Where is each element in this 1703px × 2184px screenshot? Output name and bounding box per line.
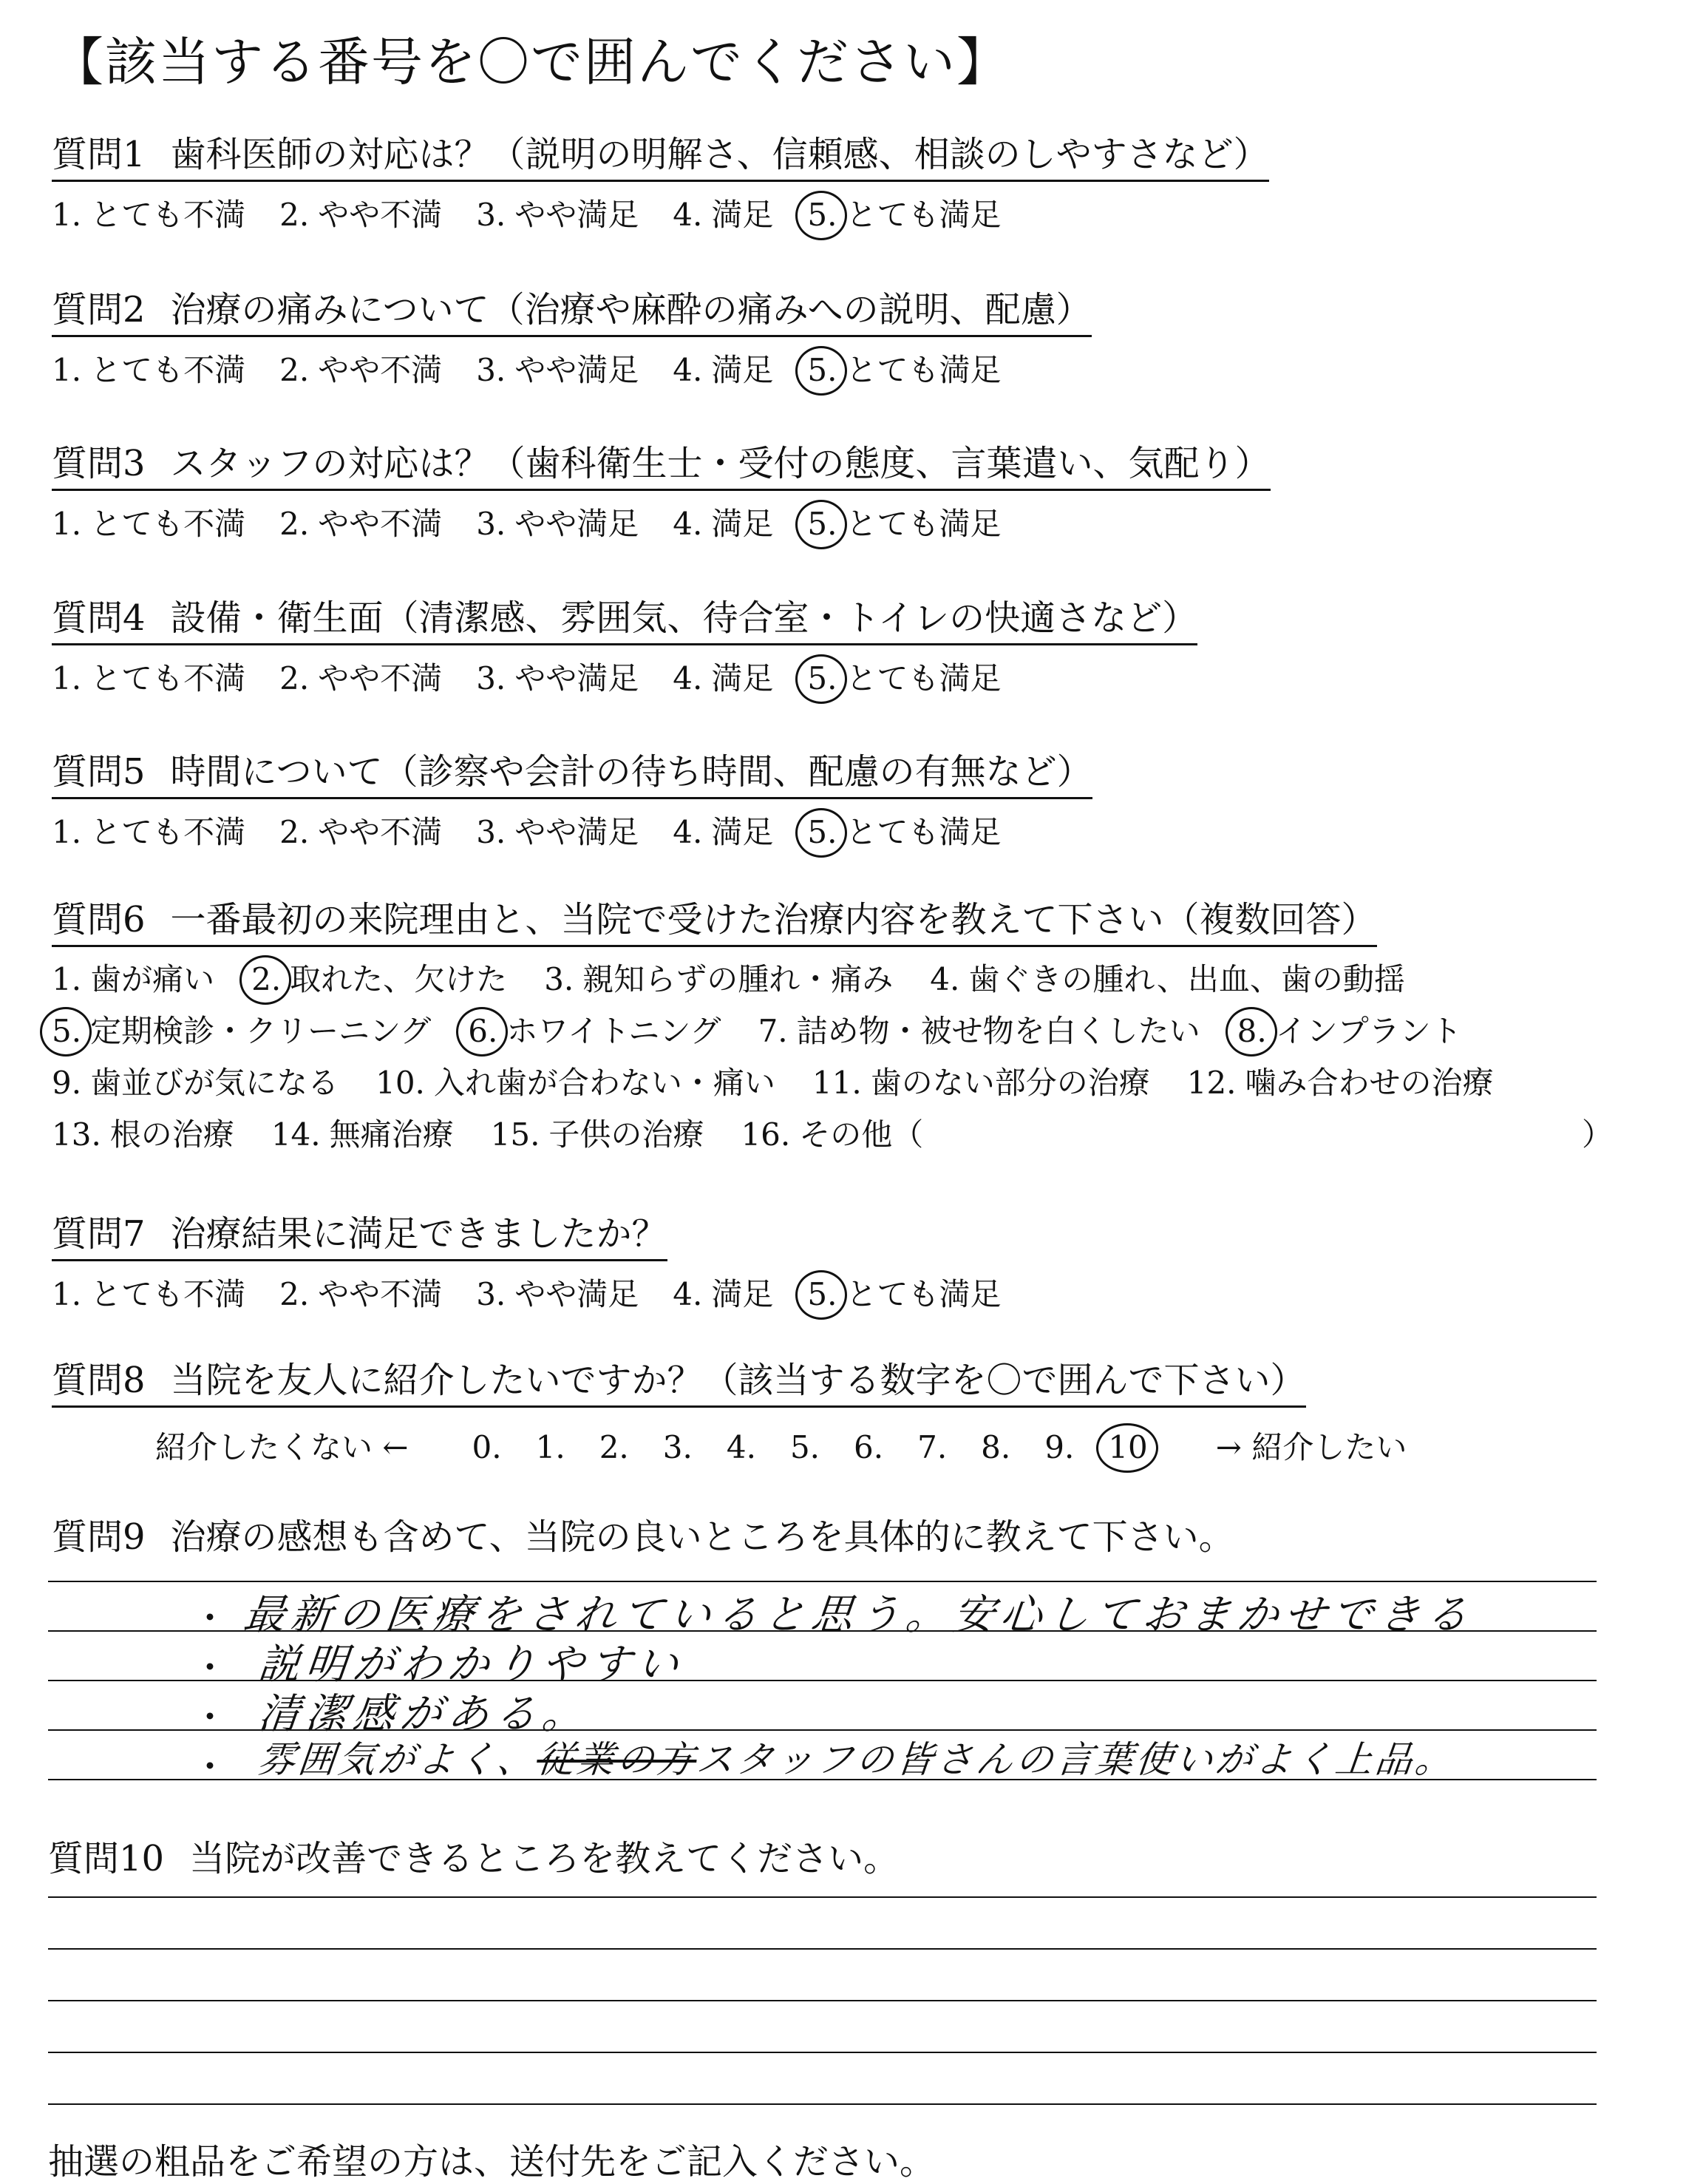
q6-option[interactable] [52,955,214,1000]
question-8-heading [52,1352,1306,1408]
scale-number[interactable]: 3. [662,1429,693,1465]
question-2-heading [52,281,1092,337]
option-label: 満足 [711,197,774,233]
rating-option[interactable] [279,191,442,235]
rating-option[interactable] [476,191,639,235]
rating-option[interactable] [673,1270,773,1315]
option-number: 2. [279,197,310,233]
scale-number[interactable]: 8. [981,1429,1011,1465]
rating-option[interactable] [279,346,442,390]
option-number: 12. [1186,1065,1237,1101]
option-number: 4. [673,197,703,233]
answer-line [48,2103,1597,2105]
q6-option-row [52,1059,1531,1103]
option-number: 5. [807,352,837,388]
option-label: インプラント [1275,1013,1462,1049]
handwritten-answer-3: 清潔感がある。 [256,1690,592,1738]
rating-option[interactable] [673,346,773,390]
question-text: 一番最初の来院理由と、当院で受けた治療内容を教えて下さい（複数回答） [170,899,1377,940]
question-number: 質問2 [52,289,146,330]
option-number: 5. [807,1276,837,1312]
rating-option[interactable] [673,808,773,852]
question-7-heading [52,1205,667,1261]
option-label: とても満足 [846,352,1002,388]
option-number: 15. [490,1116,540,1153]
option-label: 歯並びが気になる [90,1065,339,1101]
rating-option[interactable] [476,346,639,390]
option-label: 満足 [711,660,774,696]
question-number: 質問6 [52,899,146,940]
rating-option[interactable] [807,500,1001,544]
question-number: 質問7 [52,1213,146,1255]
question-number: 質問5 [52,751,146,793]
option-number: 3. [544,961,574,997]
rating-options [52,191,1035,235]
answer-bullet: ・ [192,1697,228,1738]
option-number: 3. [476,352,506,388]
option-label: とても不満 [90,660,246,696]
option-label: とても満足 [846,197,1002,233]
q6-option[interactable] [52,1007,431,1051]
rating-option[interactable] [807,346,1001,390]
rating-options [52,346,1035,390]
question-text: 設備・衛生面（清潔感、雰囲気、待合室・トイレの快適さなど） [170,597,1198,639]
answer-line [48,1948,1597,1950]
question-text: 歯科医師の対応は？（説明の明解さ、信頼感、相談のしやすさなど） [170,134,1269,175]
option-number: 3. [476,506,506,542]
option-label: ホワイトニング [506,1013,721,1049]
option-number: 14. [271,1116,321,1153]
answer-bullet: ・ [192,1746,228,1788]
question-number: 質問8 [52,1360,146,1401]
scale-number[interactable]: 6. [854,1429,884,1465]
handwritten-answer-4 [256,1730,1458,1783]
rating-option[interactable] [279,1270,442,1315]
rating-option[interactable] [279,654,442,699]
option-number: 1. [52,506,82,542]
option-number: 3. [476,1276,506,1312]
rating-option[interactable] [476,500,639,544]
rating-option[interactable] [807,191,1001,235]
option-label: やや不満 [318,660,443,696]
option-number: 5. [52,1013,82,1049]
option-number: 13. [52,1116,101,1153]
question-text: スタッフの対応は？（歯科衛生士・受付の態度、言葉遣い、気配り） [170,443,1271,484]
question-text: 時間について（診察や会計の待ち時間、配慮の有無など） [170,751,1092,793]
q6-option[interactable] [52,1110,234,1155]
scale-number[interactable]: 7. [917,1429,948,1465]
option-label: 満足 [711,1276,774,1312]
option-number: 2. [279,660,310,696]
option-label: とても満足 [846,506,1002,542]
rating-option[interactable] [52,1270,245,1315]
scale-number[interactable]: 9. [1044,1429,1075,1465]
option-number: 11. [812,1065,862,1101]
question-4-heading [52,589,1197,645]
other-close-paren: ） [1582,1116,1614,1153]
option-label: 満足 [711,506,774,542]
q6-option[interactable] [375,1059,775,1103]
rating-option[interactable] [476,808,639,852]
answer-4-part-2: スタッフの皆さんの言葉使いがよく上品。 [694,1738,1458,1781]
option-number: 2. [279,506,310,542]
option-label: やや満足 [514,1276,639,1312]
q6-option[interactable] [758,1007,1200,1051]
option-label: 入れ歯が合わない・痛い [433,1065,775,1101]
option-label: 子供の治療 [548,1116,704,1153]
rating-option[interactable] [476,654,639,699]
rating-option[interactable] [807,808,1001,852]
scale-right-label: → 紹介したい [1215,1429,1407,1465]
option-number: 1. [52,660,82,696]
q6-option[interactable] [930,955,1405,1000]
option-number: 5. [807,197,837,233]
rating-options [52,808,1035,852]
option-number: 3. [476,660,506,696]
q6-option[interactable] [52,1059,339,1103]
option-label: やや不満 [318,352,443,388]
option-label: とても満足 [846,814,1002,850]
scale-left-label: 紹介したくない ← [155,1429,409,1465]
option-number: 1. [52,961,82,997]
option-label: 歯が痛い [90,961,215,997]
option-number: 2. [279,1276,310,1312]
question-6-heading [52,891,1377,947]
scale-number[interactable]: 10 [1108,1429,1148,1465]
rating-option[interactable] [673,654,773,699]
option-label: 歯ぐきの腫れ、出血、歯の動揺 [968,961,1405,997]
footer-text: 抽選の粗品をご希望の方は、送付先をご記入ください。 [48,2141,936,2183]
question-10-heading [48,1830,899,1881]
question-text: 当院を友人に紹介したいですか？（該当する数字を〇で囲んで下さい） [170,1360,1306,1401]
option-number: 2. [251,961,282,997]
q6-option-row [52,955,1442,1000]
q6-option[interactable] [251,955,507,1000]
question-text: 当院が改善できるところを教えてください。 [189,1838,900,1879]
question-5-heading [52,743,1092,799]
q6-option[interactable] [271,1110,454,1155]
option-number: 4. [930,961,960,997]
scale-number[interactable]: 2. [599,1429,629,1465]
handwritten-answer-1: 最新の医療をされていると思う。安心しておまかせできる [241,1591,1476,1639]
option-label: 満足 [711,352,774,388]
option-number: 4. [673,506,703,542]
q6-option-row [52,1110,960,1155]
scale-numbers [472,1429,1182,1465]
option-number: 3. [476,197,506,233]
option-number: 1. [52,197,82,233]
option-number: 7. [758,1013,788,1049]
page-title: 【該当する番号を〇で囲んでください】 [52,32,1010,92]
option-label: やや不満 [318,506,443,542]
option-number: 2. [279,814,310,850]
option-number: 4. [673,660,703,696]
q6-option[interactable] [1187,1059,1494,1103]
option-label: とても不満 [90,1276,246,1312]
option-number: 6. [468,1013,498,1049]
option-label: やや満足 [514,660,639,696]
handwritten-answer-2: 説明がわかりやすい [256,1641,687,1689]
rating-option[interactable] [673,500,773,544]
rating-option[interactable] [279,500,442,544]
option-label: やや満足 [514,352,639,388]
option-label: その他（ [799,1116,924,1153]
rating-option[interactable] [52,191,245,235]
q6-option[interactable] [491,1110,704,1155]
rating-options [52,500,1035,544]
rating-options [52,1270,1035,1315]
question-number: 質問1 [52,134,146,175]
option-label: 詰め物・被せ物を白くしたい [796,1013,1200,1049]
option-label: とても満足 [846,660,1002,696]
option-label: やや満足 [514,814,639,850]
struck-out-text: 従業の方 [534,1738,699,1781]
answer-line [48,2000,1597,2001]
answer-bullet: ・ [192,1647,228,1689]
rating-option[interactable] [52,654,245,699]
recommend-scale [155,1423,1441,1468]
question-1-heading [52,126,1269,182]
question-9-heading [52,1508,1234,1559]
rating-option[interactable] [52,808,245,852]
scale-number[interactable]: 1. [535,1429,565,1465]
option-number: 3. [476,814,506,850]
q6-option[interactable] [1237,1007,1462,1051]
option-label: とても不満 [90,352,246,388]
rating-option[interactable] [52,500,245,544]
option-label: とても不満 [90,506,246,542]
option-label: 満足 [711,814,774,850]
option-label: やや不満 [318,814,443,850]
scale-number[interactable]: 0. [472,1429,502,1465]
question-number: 質問4 [52,597,146,639]
option-label: やや不満 [318,197,443,233]
option-number: 16. [741,1116,791,1153]
answer-line [48,2052,1597,2053]
q6-option[interactable] [468,1007,721,1051]
rating-option[interactable] [52,346,245,390]
option-label: やや満足 [514,197,639,233]
option-label: 親知らずの腫れ・痛み [582,961,894,997]
answer-4-part-1: 雰囲気がよく、 [256,1738,540,1781]
option-label: やや満足 [514,506,639,542]
option-number: 5. [807,506,837,542]
question-text: 治療の感想も含めて、当院の良いところを具体的に教えて下さい。 [170,1516,1234,1558]
rating-options [52,654,1035,699]
option-number: 1. [52,352,82,388]
option-number: 10. [375,1065,425,1101]
option-label: とても不満 [90,197,246,233]
option-label: 噛み合わせの治療 [1245,1065,1494,1101]
question-number: 質問9 [52,1516,146,1558]
option-label: 無痛治療 [329,1116,454,1153]
scale-number[interactable]: 4. [726,1429,756,1465]
q6-option[interactable] [741,1110,923,1155]
option-label: とても不満 [90,814,246,850]
option-label: 取れた、欠けた [290,961,508,997]
question-text: 治療結果に満足できましたか？ [170,1213,667,1255]
option-label: やや不満 [318,1276,443,1312]
rating-option[interactable] [279,808,442,852]
option-label: とても満足 [846,1276,1002,1312]
option-number: 1. [52,814,82,850]
option-number: 1. [52,1276,82,1312]
option-number: 4. [673,814,703,850]
question-3-heading [52,435,1271,491]
question-text: 治療の痛みについて（治療や麻酔の痛みへの説明、配慮） [170,289,1092,330]
option-number: 4. [673,352,703,388]
option-number: 5. [807,814,837,850]
option-number: 9. [52,1065,82,1101]
question-number: 質問10 [48,1838,165,1879]
q6-option-row [52,1007,1499,1051]
scale-number[interactable]: 5. [789,1429,820,1465]
answer-line [48,1896,1597,1898]
rating-option[interactable] [673,191,773,235]
option-number: 2. [279,352,310,388]
option-number: 5. [807,660,837,696]
option-number: 4. [673,1276,703,1312]
option-label: 歯のない部分の治療 [870,1065,1150,1101]
question-number: 質問3 [52,443,146,484]
q6-option[interactable] [544,955,893,1000]
rating-option[interactable] [807,654,1001,699]
option-label: 根の治療 [109,1116,234,1153]
rating-option[interactable] [476,1270,639,1315]
option-label: 定期検診・クリーニング [90,1013,432,1049]
option-number: 8. [1237,1013,1267,1049]
q6-option[interactable] [812,1059,1150,1103]
answer-bullet: ・ [192,1598,228,1639]
rating-option[interactable] [807,1270,1001,1315]
